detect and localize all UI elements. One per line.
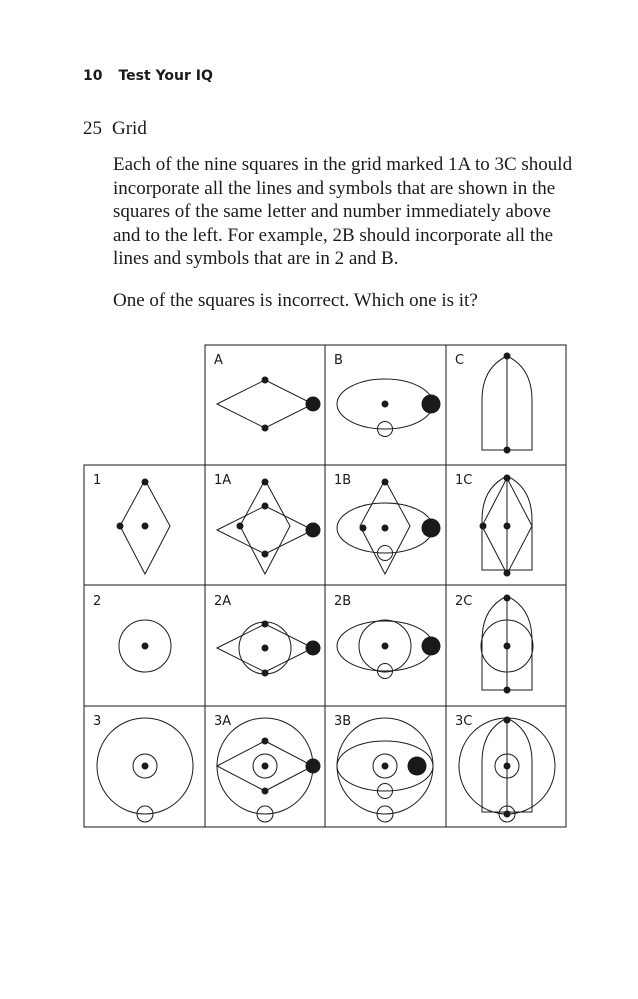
question-instructions: Each of the nine squares in the grid marked 1A to 3C should incorporate all the lines and symbols that are shown in the squares of the same letter and number immediately above and to the left. For example, 2B should incorporate all the lines and symbols that are in 2 and B. <box>113 154 573 269</box>
cell-label-2b: 2B <box>334 594 352 609</box>
row-header-cell-1 <box>84 465 205 585</box>
cell-label-3c: 3C <box>455 714 473 729</box>
row-header-cell-2 <box>84 585 205 706</box>
grid-cell-1a <box>205 465 325 585</box>
cell-label-3a: 3A <box>214 714 232 729</box>
grid-cell-1c <box>446 465 566 585</box>
row-label-1: 1 <box>93 473 102 488</box>
cell-label-1a: 1A <box>214 473 232 488</box>
grid-cell-3b <box>325 706 446 827</box>
grid-cell-3a <box>205 706 325 827</box>
running-title: Test Your IQ <box>118 68 213 84</box>
grid-cell-1b <box>325 465 446 585</box>
column-label-b: B <box>334 353 343 368</box>
question-number: 25 <box>83 118 102 139</box>
question-prompt: One of the squares is incorrect. Which one is it? <box>113 290 478 311</box>
cell-label-2a: 2A <box>214 594 232 609</box>
grid-cell-2a <box>205 585 325 706</box>
header-cell-C <box>446 345 566 465</box>
grid-cell-2c <box>446 585 566 706</box>
row-header-cell-3 <box>84 706 205 827</box>
row-label-3: 3 <box>93 714 102 729</box>
grid-cell-3c <box>446 706 566 827</box>
cell-label-1c: 1C <box>455 473 473 488</box>
column-label-c: C <box>455 353 465 368</box>
row-label-2: 2 <box>93 594 102 609</box>
header-cell-A <box>205 345 325 465</box>
cell-label-1b: 1B <box>334 473 352 488</box>
cell-label-2c: 2C <box>455 594 473 609</box>
column-label-a: A <box>214 353 223 368</box>
cell-label-3b: 3B <box>334 714 352 729</box>
question-title: Grid <box>112 118 147 139</box>
header-cell-B <box>325 345 446 465</box>
grid-cell-2b <box>325 585 446 706</box>
page-number: 10 <box>83 68 103 84</box>
